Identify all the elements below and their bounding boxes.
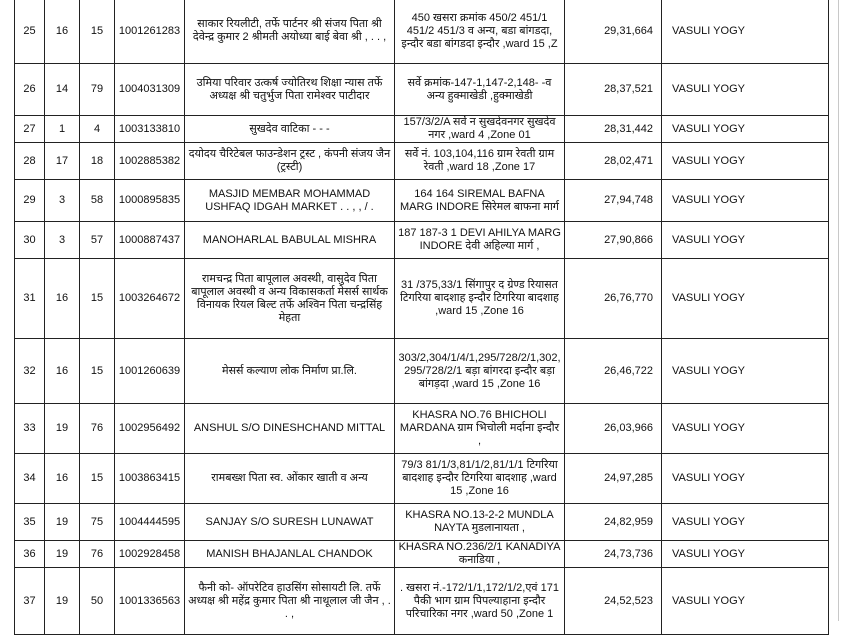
property-id-cell: 1001261283 xyxy=(115,0,185,64)
table-row xyxy=(15,222,829,259)
table-row xyxy=(15,404,829,454)
zone-number-cell: 18 xyxy=(80,143,115,180)
ward-number-cell: 19 xyxy=(45,404,80,454)
table-row xyxy=(15,116,829,143)
owner-name-cell: रामचन्द्र पिता बापूलाल अवस्थी, वासुदेव पिता बापूलाल अवस्थी व अन्य विकासकर्ता मेसर्स सार्थक विनायक रियल बिल्ट तर्फे अश्विन पिता चन्द्रसिंह मेहता xyxy=(185,259,395,339)
ward-number-cell: 17 xyxy=(45,143,80,180)
property-address-cell: सर्वे नं. 103,104,116 ग्राम रेवती ग्राम रेवती ,ward 18 ,Zone 17 xyxy=(395,143,565,180)
zone-number-cell: 50 xyxy=(80,568,115,635)
zone-number-cell: 15 xyxy=(80,454,115,504)
table-row xyxy=(15,64,829,116)
serial-number-cell: 35 xyxy=(15,504,45,541)
property-id-cell: 1002885382 xyxy=(115,143,185,180)
serial-number-cell: 26 xyxy=(15,64,45,116)
ward-number-cell: 16 xyxy=(45,339,80,404)
due-amount-cell: 28,31,442 xyxy=(565,116,662,143)
due-amount-cell: 28,37,521 xyxy=(565,64,662,116)
property-id-cell: 1003133810 xyxy=(115,116,185,143)
zone-number-cell: 15 xyxy=(80,0,115,64)
due-amount-cell: 28,02,471 xyxy=(565,143,662,180)
serial-number-cell: 33 xyxy=(15,404,45,454)
property-id-cell: 1004444595 xyxy=(115,504,185,541)
serial-number-cell: 32 xyxy=(15,339,45,404)
zone-number-cell: 75 xyxy=(80,504,115,541)
due-amount-cell: 24,82,959 xyxy=(565,504,662,541)
officer-cell: VASULI YOGY xyxy=(662,504,829,541)
serial-number-cell: 36 xyxy=(15,541,45,568)
page-edge-line xyxy=(838,0,839,621)
property-address-cell: 187 187-3 1 DEVI AHILYA MARG INDORE देवी अहिल्या मार्ग , xyxy=(395,222,565,259)
zone-number-cell: 15 xyxy=(80,259,115,339)
property-address-cell: KHASRA NO.76 BHICHOLI MARDANA ग्राम भिचोली मर्दाना इन्दौर , xyxy=(395,404,565,454)
table-row xyxy=(15,143,829,180)
property-id-cell: 1002956492 xyxy=(115,404,185,454)
ward-number-cell: 16 xyxy=(45,259,80,339)
owner-name-cell: फैनी को- ऑपरेटिव हाउसिंग सोसायटी लि. तर्फे अध्यक्ष श्री महेंद्र कुमार पिता श्री नाथूलाल जी जैन , . . , xyxy=(185,568,395,635)
table-row xyxy=(15,180,829,222)
ward-number-cell: 3 xyxy=(45,222,80,259)
table-row xyxy=(15,504,829,541)
serial-number-cell: 29 xyxy=(15,180,45,222)
table-row xyxy=(15,339,829,404)
table-row xyxy=(15,0,829,64)
zone-number-cell: 15 xyxy=(80,339,115,404)
table-row xyxy=(15,259,829,339)
property-id-cell: 1001260639 xyxy=(115,339,185,404)
officer-cell: VASULI YOGY xyxy=(662,143,829,180)
zone-number-cell: 76 xyxy=(80,404,115,454)
ward-number-cell: 14 xyxy=(45,64,80,116)
owner-name-cell: सुखदेव वाटिका - - - xyxy=(185,116,395,143)
ward-number-cell: 19 xyxy=(45,504,80,541)
owner-name-cell: MANISH BHAJANLAL CHANDOK xyxy=(185,541,395,568)
zone-number-cell: 58 xyxy=(80,180,115,222)
property-address-cell: 79/3 81/1/3,81/1/2,81/1/1 टिगरिया बादशाह इन्दौर टिगरिया बादशाह ,ward 15 ,Zone 16 xyxy=(395,454,565,504)
serial-number-cell: 28 xyxy=(15,143,45,180)
owner-name-cell: रामबख्श पिता स्व. ओंकार खाती व अन्य xyxy=(185,454,395,504)
zone-number-cell: 4 xyxy=(80,116,115,143)
zone-number-cell: 76 xyxy=(80,541,115,568)
officer-cell: VASULI YOGY xyxy=(662,64,829,116)
property-address-cell: 303/2,304/1/4/1,295/728/2/1,302, 295/728/2/1 बड़ा बांगरदा इन्दौर बड़ा बांगड़दा ,ward 15 ,Zone 16 xyxy=(395,339,565,404)
owner-name-cell: SANJAY S/O SURESH LUNAWAT xyxy=(185,504,395,541)
serial-number-cell: 30 xyxy=(15,222,45,259)
officer-cell: VASULI YOGY xyxy=(662,180,829,222)
due-amount-cell: 24,73,736 xyxy=(565,541,662,568)
property-id-cell: 1002928458 xyxy=(115,541,185,568)
owner-name-cell: ANSHUL S/O DINESHCHAND MITTAL xyxy=(185,404,395,454)
serial-number-cell: 25 xyxy=(15,0,45,64)
serial-number-cell: 27 xyxy=(15,116,45,143)
property-address-cell: 164 164 SIREMAL BAFNA MARG INDORE सिरेमल बाफना मार्ग xyxy=(395,180,565,222)
officer-cell: VASULI YOGY xyxy=(662,541,829,568)
due-amount-cell: 26,76,770 xyxy=(565,259,662,339)
due-amount-cell: 24,97,285 xyxy=(565,454,662,504)
serial-number-cell: 31 xyxy=(15,259,45,339)
due-amount-cell: 27,90,866 xyxy=(565,222,662,259)
officer-cell: VASULI YOGY xyxy=(662,259,829,339)
property-id-cell: 1004031309 xyxy=(115,64,185,116)
table-row xyxy=(15,568,829,635)
property-address-cell: . खसरा नं.-172/1/1,172/1/2,एवं 171 पैकी भाग ग्राम पिपल्याहाना इन्दौर परिचारिका नगर ,ward 50 ,Zone 1 xyxy=(395,568,565,635)
property-id-cell: 1000895835 xyxy=(115,180,185,222)
ward-number-cell: 1 xyxy=(45,116,80,143)
property-address-cell: KHASRA NO.13-2-2 MUNDLA NAYTA मुडलानायता , xyxy=(395,504,565,541)
zone-number-cell: 79 xyxy=(80,64,115,116)
owner-name-cell: मेसर्स कल्याण लोक निर्माण प्रा.लि. xyxy=(185,339,395,404)
property-id-cell: 1000887437 xyxy=(115,222,185,259)
owner-name-cell: उमिया परिवार उत्कर्ष ज्योतिरथ शिक्षा न्यास तर्फे अध्यक्ष श्री चतुर्भुज पिता रामेश्वर पाटीदार xyxy=(185,64,395,116)
due-amount-cell: 27,94,748 xyxy=(565,180,662,222)
owner-name-cell: MANOHARLAL BABULAL MISHRA xyxy=(185,222,395,259)
ward-number-cell: 16 xyxy=(45,0,80,64)
officer-cell: VASULI YOGY xyxy=(662,116,829,143)
ward-number-cell: 3 xyxy=(45,180,80,222)
property-address-cell: 450 खसरा क्रमांक 450/2 451/1 451/2 451/3 व अन्य, बडा बांगडदा, इन्दौर बडा बांगडदा इन्दौर ,ward 15 ,Z xyxy=(395,0,565,64)
property-id-cell: 1003863415 xyxy=(115,454,185,504)
owner-name-cell: MASJID MEMBAR MOHAMMAD USHFAQ IDGAH MARKET . . , , / . xyxy=(185,180,395,222)
officer-cell: VASULI YOGY xyxy=(662,222,829,259)
property-address-cell: 31 /375,33/1 सिंगापुर द ग्रेण्ड रियासत टिगरिया बादशाह इन्दौर टिगरिया बादशाह ,ward 15 ,Zone 16 xyxy=(395,259,565,339)
ward-number-cell: 16 xyxy=(45,454,80,504)
ward-number-cell: 19 xyxy=(45,541,80,568)
officer-cell: VASULI YOGY xyxy=(662,339,829,404)
officer-cell: VASULI YOGY xyxy=(662,568,829,635)
due-amount-cell: 29,31,664 xyxy=(565,0,662,64)
officer-cell: VASULI YOGY xyxy=(662,454,829,504)
demand-table xyxy=(14,0,829,635)
officer-cell: VASULI YOGY xyxy=(662,0,829,64)
serial-number-cell: 37 xyxy=(15,568,45,635)
owner-name-cell: दयोदय चैरिटेबल फाउन्डेशन ट्रस्ट , कंपनी संजय जैन (ट्रस्टी) xyxy=(185,143,395,180)
serial-number-cell: 34 xyxy=(15,454,45,504)
due-amount-cell: 24,52,523 xyxy=(565,568,662,635)
property-address-cell: सर्वे क्रमांक-147-1,147-2,148- -व अन्य हुक्माखेडी ,हुक्माखेडी xyxy=(395,64,565,116)
property-address-cell: KHASRA NO.236/2/1 KANADIYA कनाडिया , xyxy=(395,541,565,568)
table-row xyxy=(15,454,829,504)
owner-name-cell: साकार रियलीटी, तर्फे पार्टनर श्री संजय पिता श्री देवेन्द्र कुमार 2 श्रीमती अयोध्या बाई बेवा श्री , . . , xyxy=(185,0,395,64)
due-amount-cell: 26,46,722 xyxy=(565,339,662,404)
property-id-cell: 1001336563 xyxy=(115,568,185,635)
officer-cell: VASULI YOGY xyxy=(662,404,829,454)
property-address-cell: 157/3/2/A सर्वे न सुखदेवनगर सुखदेव नगर ,ward 4 ,Zone 01 xyxy=(395,116,565,143)
table-row xyxy=(15,541,829,568)
zone-number-cell: 57 xyxy=(80,222,115,259)
ward-number-cell: 19 xyxy=(45,568,80,635)
property-id-cell: 1003264672 xyxy=(115,259,185,339)
due-amount-cell: 26,03,966 xyxy=(565,404,662,454)
